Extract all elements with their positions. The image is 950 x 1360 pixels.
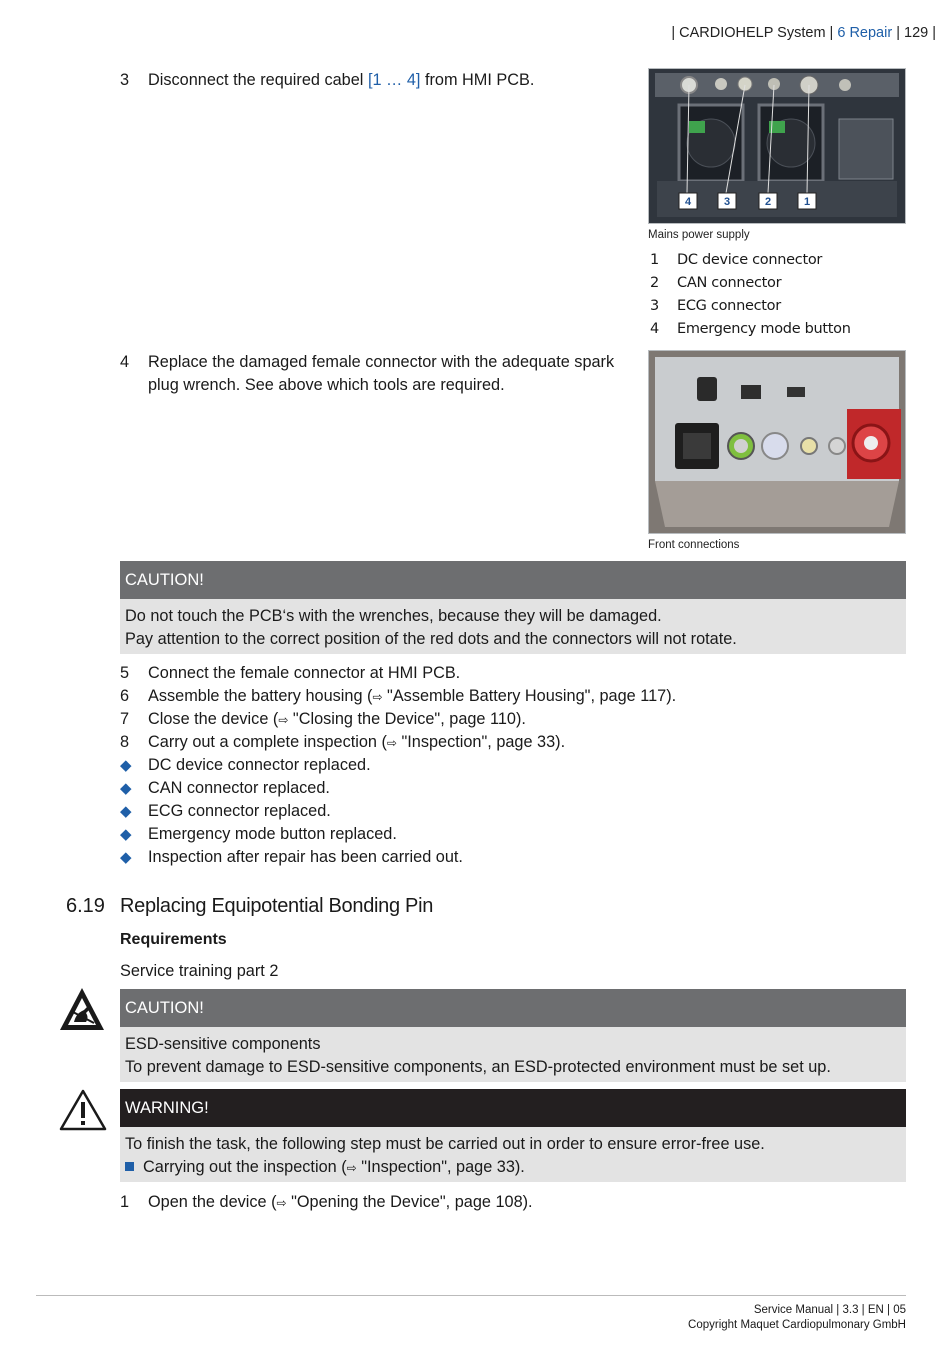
page-footer — [688, 1303, 906, 1333]
legend-text: ECG connector — [677, 298, 781, 314]
legend-number: 1 — [650, 252, 659, 268]
figure-caption-front: Front connections — [648, 539, 740, 551]
square-bullet-icon — [125, 1162, 134, 1171]
diamond-bullet-icon: ◆ — [120, 826, 132, 843]
step-number: 8 — [120, 733, 130, 751]
legend-number: 4 — [650, 321, 659, 337]
step-text-line2: plug wrench. See above which tools are required. — [148, 376, 505, 394]
legend-text: Emergency mode button — [677, 321, 851, 337]
cross-reference-link[interactable]: "Inspection", page 33). — [396, 733, 566, 751]
esd-warning-icon — [58, 986, 106, 1032]
result-text: Inspection after repair has been carried out. — [148, 848, 463, 866]
legend-text: CAN connector — [677, 275, 782, 291]
legend-item — [650, 249, 906, 272]
step-4 — [120, 351, 630, 397]
diamond-bullet-icon: ◆ — [120, 780, 132, 797]
caution-body — [120, 599, 906, 654]
front-connections-drawing — [649, 351, 905, 533]
caution-title: CAUTION! — [120, 989, 906, 1027]
cross-reference-arrow-icon: ⇨ — [276, 1196, 287, 1210]
cross-reference-arrow-icon: ⇨ — [386, 736, 397, 750]
diamond-bullet-icon: ◆ — [120, 849, 132, 866]
result-item — [120, 754, 900, 777]
result-item — [120, 800, 900, 823]
footer-copyright: Copyright Maquet Cardiopulmonary GmbH — [688, 1319, 906, 1331]
footer-divider — [36, 1295, 906, 1296]
callout-range-link[interactable]: [1 … 4] — [367, 71, 421, 89]
step-text: Open the device ( — [148, 1193, 277, 1211]
cross-reference-link[interactable]: "Assemble Battery Housing", page 117). — [382, 687, 677, 705]
step-5 — [120, 662, 900, 685]
caution-body — [120, 1027, 906, 1082]
step-text: Disconnect the required cabel — [148, 71, 368, 89]
caution-line: To prevent damage to ESD-sensitive components, an ESD-protected environment must be set up. — [125, 1058, 831, 1076]
result-item — [120, 846, 900, 869]
step-text: Close the device ( — [148, 710, 279, 728]
header-chapter-link[interactable]: 6 Repair — [837, 25, 893, 41]
callout-label: 4 — [684, 196, 692, 208]
step-1 — [120, 1191, 900, 1214]
caution-title: CAUTION! — [120, 561, 906, 599]
header-system: | CARDIOHELP System | — [671, 25, 834, 41]
step-text: Connect the female connector at HMI PCB. — [148, 664, 461, 682]
warning-item-text: Carrying out the inspection ( — [143, 1158, 347, 1176]
caution-line: Do not touch the PCB‘s with the wrenches, because they will be damaged. — [125, 607, 662, 625]
legend-item — [650, 295, 906, 318]
result-item — [120, 823, 900, 846]
legend-text: DC device connector — [677, 252, 823, 268]
section-number: 6.19 — [66, 895, 105, 917]
callout-label: 1 — [803, 196, 811, 208]
result-text: DC device connector replaced. — [148, 756, 371, 774]
figure-legend — [650, 249, 906, 341]
legend-item — [650, 272, 906, 295]
legend-number: 2 — [650, 275, 659, 291]
warning-triangle-icon — [59, 1088, 107, 1132]
diamond-bullet-icon: ◆ — [120, 757, 132, 774]
cross-reference-arrow-icon: ⇨ — [372, 690, 383, 704]
mains-power-supply-image — [648, 68, 906, 224]
step-8 — [120, 731, 900, 754]
legend-item — [650, 318, 906, 341]
requirements-heading: Requirements — [120, 931, 227, 948]
callout-label: 2 — [764, 196, 772, 208]
warning-body — [120, 1127, 906, 1182]
step-text: Assemble the battery housing ( — [148, 687, 373, 705]
front-connections-image — [648, 350, 906, 534]
warning-title: WARNING! — [120, 1089, 906, 1127]
step-text-end: from HMI PCB. — [420, 71, 535, 89]
caution-line: ESD-sensitive components — [125, 1035, 321, 1053]
figure-caption-mains: Mains power supply — [648, 229, 750, 241]
cross-reference-link[interactable]: "Closing the Device", page 110). — [288, 710, 526, 728]
step-text: Carry out a complete inspection ( — [148, 733, 387, 751]
warning-line: To finish the task, the following step must be carried out in order to ensure error-free use. — [125, 1135, 765, 1153]
caution-line: Pay attention to the correct position of the red dots and the connectors will not rotate. — [125, 630, 737, 648]
mains-power-supply-drawing — [649, 69, 905, 223]
diamond-bullet-icon: ◆ — [120, 803, 132, 820]
step-3 — [120, 69, 620, 92]
result-text: Emergency mode button replaced. — [148, 825, 397, 843]
requirements-text: Service training part 2 — [120, 962, 279, 980]
step-number: 4 — [120, 353, 130, 371]
step-text-line1: Replace the damaged female connector with the adequate spark — [148, 353, 615, 371]
step-number: 6 — [120, 687, 130, 705]
cross-reference-arrow-icon: ⇨ — [278, 713, 289, 727]
cross-reference-arrow-icon: ⇨ — [346, 1161, 357, 1175]
step-number: 3 — [120, 71, 130, 89]
page-header — [671, 25, 936, 41]
legend-number: 3 — [650, 298, 659, 314]
callout-label: 3 — [723, 196, 731, 208]
step-7 — [120, 708, 900, 731]
cross-reference-link[interactable]: "Inspection", page 33). — [356, 1158, 525, 1176]
cross-reference-link[interactable]: "Opening the Device", page 108). — [286, 1193, 533, 1211]
step-number: 5 — [120, 664, 130, 682]
footer-manual-info: Service Manual | 3.3 | EN | 05 — [753, 1304, 906, 1316]
step-6 — [120, 685, 900, 708]
header-page: | 129 | — [896, 25, 936, 41]
warning-list-item — [125, 1156, 901, 1180]
result-text: ECG connector replaced. — [148, 802, 331, 820]
section-title: Replacing Equipotential Bonding Pin — [120, 895, 434, 917]
result-item — [120, 777, 900, 800]
result-text: CAN connector replaced. — [148, 779, 330, 797]
step-number: 7 — [120, 710, 130, 728]
step-number: 1 — [120, 1193, 130, 1211]
